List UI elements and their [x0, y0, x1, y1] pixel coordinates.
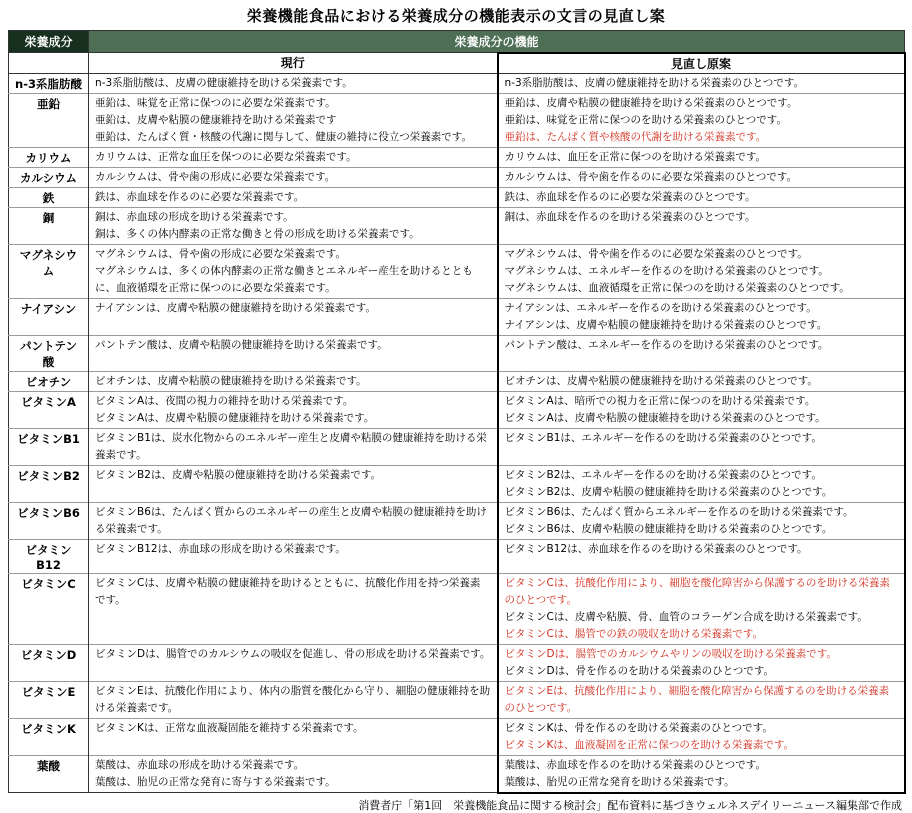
table-row [9, 244, 905, 298]
claim-sentence: n-3系脂肪酸は、皮膚の健康維持を助ける栄養素です。 [95, 76, 353, 89]
claim-sentence: 葉酸は、胎児の正常な発育を助ける栄養素です。 [504, 775, 735, 788]
current-claims-cell [89, 167, 498, 187]
page-title: 栄養機能食品における栄養成分の機能表示の文言の見直し案 [246, 7, 666, 25]
claim-sentence: ビタミンCは、皮膚や粘膜、骨、血管のコラーゲン合成を助ける栄養素です。 [504, 610, 868, 623]
sub-header-row [9, 53, 905, 74]
claim-sentence: ビタミンB2は、皮膚や粘膜の健康維持を助ける栄養素です。 [95, 468, 382, 481]
nutrient-name: ビタミンE [9, 681, 89, 718]
proposed-claims-cell [498, 391, 905, 428]
claim-sentence: ナイアシンは、皮膚や粘膜の健康維持を助ける栄養素のひとつです。 [504, 318, 828, 331]
nutrient-name: パントテン酸 [9, 335, 89, 371]
table-body [9, 73, 905, 793]
claim-sentence: 亜鉛は、たんぱく質・核酸の代謝に関与して、健康の維持に役立つ栄養素です。 [95, 130, 472, 143]
current-claims-cell [89, 93, 498, 147]
claim-sentence: ビタミンDは、骨を作るのを助ける栄養素のひとつです。 [504, 664, 775, 677]
proposed-claims-cell [498, 681, 905, 718]
claim-sentence: n-3系脂肪酸は、皮膚の健康維持を助ける栄養素のひとつです。 [504, 76, 805, 89]
nutrient-name: マグネシウム [9, 244, 89, 298]
table-row [9, 465, 905, 502]
column-header-current: 現行 [89, 53, 498, 74]
claim-sentence: 鉄は、赤血球を作るのに必要な栄養素です。 [95, 190, 305, 203]
claim-sentence-revised: ビタミンKは、血液凝固を正常に保つのを助ける栄養素です。 [504, 738, 795, 751]
claim-sentence: マグネシウムは、エネルギーを作るのを助ける栄養素のひとつです。 [504, 264, 829, 277]
nutrient-name: ビタミンA [9, 391, 89, 428]
current-claims-cell [89, 335, 498, 371]
source-attribution: 消費者庁「第1回 栄養機能食品に関する検討会」配布資料に基づきウェルネスデイリーニュース編集部で作成 [358, 798, 902, 812]
proposed-claims-cell [498, 371, 905, 391]
current-claims-cell [89, 573, 498, 644]
current-claims-cell [89, 371, 498, 391]
nutrient-name: ビタミンB12 [9, 539, 89, 573]
column-header-function: 栄養成分の機能 [89, 31, 905, 53]
table-row [9, 644, 905, 681]
current-claims-cell [89, 391, 498, 428]
current-claims-cell [89, 187, 498, 207]
proposed-claims-cell [498, 335, 905, 371]
claim-sentence: 亜鉛は、皮膚や粘膜の健康維持を助ける栄養素のひとつです。 [504, 96, 798, 109]
claim-sentence-revised: ビタミンCは、抗酸化作用により、細胞を酸化障害から保護するのを助ける栄養素のひとつです。 [504, 576, 890, 606]
table-row [9, 391, 905, 428]
claim-sentence: ビタミンAは、皮膚や粘膜の健康維持を助ける栄養素のひとつです。 [504, 411, 826, 424]
proposed-claims-cell [498, 244, 905, 298]
claim-sentence: ビタミンCは、皮膚や粘膜の健康維持を助けるとともに、抗酸化作用を持つ栄養素です。 [95, 576, 481, 606]
claim-sentence: ビオチンは、皮膚や粘膜の健康維持を助ける栄養素です。 [95, 374, 367, 387]
claim-sentence: 亜鉛は、味覚を正常に保つのに必要な栄養素です。 [95, 96, 336, 109]
claim-sentence: 葉酸は、赤血球を作るのを助ける栄養素のひとつです。 [504, 758, 766, 771]
nutrient-name: ナイアシン [9, 298, 89, 335]
claim-sentence: ビオチンは、皮膚や粘膜の健康維持を助ける栄養素のひとつです。 [504, 374, 818, 387]
table-row [9, 371, 905, 391]
claim-sentence: マグネシウムは、骨や歯の形成に必要な栄養素です。 [95, 247, 346, 260]
proposed-claims-cell [498, 93, 905, 147]
table-row [9, 573, 905, 644]
claim-sentence: ビタミンKは、骨を作るのを助ける栄養素のひとつです。 [504, 721, 773, 734]
header-row [9, 31, 905, 53]
current-claims-cell [89, 502, 498, 539]
table-row [9, 187, 905, 207]
claim-sentence: ビタミンB1は、炭水化物からのエネルギー産生と皮膚や粘膜の健康維持を助ける栄養素です。 [95, 431, 487, 461]
proposed-claims-cell [498, 207, 905, 244]
proposed-claims-cell [498, 644, 905, 681]
table-row [9, 539, 905, 573]
proposed-claims-cell [498, 147, 905, 167]
current-claims-cell [89, 644, 498, 681]
claim-sentence: ビタミンB12は、赤血球の形成を助ける栄養素です。 [95, 542, 346, 555]
current-claims-cell [89, 298, 498, 335]
claim-sentence: ナイアシンは、エネルギーを作るのを助ける栄養素のひとつです。 [504, 301, 817, 314]
claim-sentence: マグネシウムは、多くの体内酵素の正常な働きとエネルギー産生を助けるとともに、血液循環を正常に保つのに必要な栄養素です。 [95, 264, 473, 294]
current-claims-cell [89, 147, 498, 167]
table-row [9, 755, 905, 793]
claim-sentence: ビタミンEは、抗酸化作用により、体内の脂質を酸化から守り、細胞の健康維持を助ける栄養素です。 [95, 684, 491, 714]
claim-sentence: カルシウムは、骨や歯を作るのに必要な栄養素のひとつです。 [504, 170, 798, 183]
table-row [9, 207, 905, 244]
proposed-claims-cell [498, 428, 905, 465]
claim-sentence: ビタミンB1は、エネルギーを作るのを助ける栄養素のひとつです。 [504, 431, 822, 444]
nutrient-name: ビタミンC [9, 573, 89, 644]
current-claims-cell [89, 207, 498, 244]
nutrient-name: n-3系脂肪酸 [9, 73, 89, 93]
claim-sentence: 鉄は、赤血球を作るのに必要な栄養素のひとつです。 [504, 190, 756, 203]
table-row [9, 93, 905, 147]
proposed-claims-cell [498, 573, 905, 644]
table-row [9, 502, 905, 539]
column-header-proposed: 見直し原案 [498, 53, 905, 74]
claim-sentence: ビタミンDは、腸管でのカルシウムの吸収を促進し、骨の形成を助ける栄養素です。 [95, 647, 491, 660]
current-claims-cell [89, 718, 498, 755]
claim-sentence: カルシウムは、骨や歯の形成に必要な栄養素です。 [95, 170, 336, 183]
nutrient-name: カルシウム [9, 167, 89, 187]
claim-sentence: 銅は、赤血球の形成を助ける栄養素です。 [95, 210, 294, 223]
claim-sentence: マグネシウムは、骨や歯を作るのに必要な栄養素のひとつです。 [504, 247, 808, 260]
proposed-claims-cell [498, 502, 905, 539]
nutrient-name: ビタミンD [9, 644, 89, 681]
table-row [9, 335, 905, 371]
table-row [9, 428, 905, 465]
proposed-claims-cell [498, 167, 905, 187]
claim-sentence: ナイアシンは、皮膚や粘膜の健康維持を助ける栄養素です。 [95, 301, 376, 314]
claim-sentence: ビタミンKは、正常な血液凝固能を維持する栄養素です。 [95, 721, 364, 734]
claim-sentence: 銅は、赤血球を作るのを助ける栄養素のひとつです。 [504, 210, 756, 223]
current-claims-cell [89, 681, 498, 718]
claim-sentence: 亜鉛は、皮膚や粘膜の健康維持を助ける栄養素です [95, 113, 337, 126]
current-claims-cell [89, 244, 498, 298]
nutrient-name: 鉄 [9, 187, 89, 207]
table-row [9, 718, 905, 755]
nutrient-name: 亜鉛 [9, 93, 89, 147]
table-row [9, 298, 905, 335]
nutrient-name: ビタミンB2 [9, 465, 89, 502]
current-claims-cell [89, 428, 498, 465]
claim-sentence: ビタミンAは、皮膚や粘膜の健康維持を助ける栄養素です。 [95, 411, 375, 424]
proposed-claims-cell [498, 755, 905, 793]
claim-sentence: 葉酸は、胎児の正常な発育に寄与する栄養素です。 [95, 775, 336, 788]
proposed-claims-cell [498, 73, 905, 93]
claim-sentence: 銅は、多くの体内酵素の正常な働きと骨の形成を助ける栄養素です。 [95, 227, 420, 240]
claim-sentence-revised: ビタミンEは、抗酸化作用により、細胞を酸化障害から保護するのを助ける栄養素のひとつです。 [504, 684, 890, 714]
current-claims-cell [89, 539, 498, 573]
sub-header-empty [9, 53, 89, 74]
nutrient-name: ビオチン [9, 371, 89, 391]
claim-sentence: 葉酸は、赤血球の形成を助ける栄養素です。 [95, 758, 305, 771]
claim-sentence: ビタミンB6は、たんぱく質からエネルギーを作るのを助ける栄養素です。 [504, 505, 854, 518]
claim-sentence-revised: ビタミンCは、腸管での鉄の吸収を助ける栄養素です。 [504, 627, 763, 640]
claim-sentence: ビタミンB2は、皮膚や粘膜の健康維持を助ける栄養素のひとつです。 [504, 485, 833, 498]
claim-sentence: ビタミンB12は、赤血球を作るのを助ける栄養素のひとつです。 [504, 542, 808, 555]
proposed-claims-cell [498, 187, 905, 207]
claim-sentence: カリウムは、血圧を正常に保つのを助ける栄養素です。 [504, 150, 767, 163]
nutrient-name: ビタミンB6 [9, 502, 89, 539]
claim-sentence: パントテン酸は、エネルギーを作るのを助ける栄養素のひとつです。 [504, 338, 829, 351]
current-claims-cell [89, 73, 498, 93]
proposed-claims-cell [498, 718, 905, 755]
claim-sentence: ビタミンAは、暗所での視力を正常に保つのを助ける栄養素です。 [504, 394, 816, 407]
nutrient-name: 銅 [9, 207, 89, 244]
column-header-nutrient: 栄養成分 [9, 31, 89, 53]
claim-sentence: ビタミンB6は、皮膚や粘膜の健康維持を助ける栄養素のひとつです。 [504, 522, 833, 535]
nutrient-name: ビタミンB1 [9, 428, 89, 465]
claim-sentence: マグネシウムは、血液循環を正常に保つのを助ける栄養素のひとつです。 [504, 281, 850, 294]
current-claims-cell [89, 465, 498, 502]
table-row [9, 73, 905, 93]
claim-sentence: パントテン酸は、皮膚や粘膜の健康維持を助ける栄養素です。 [95, 338, 388, 351]
table-row [9, 147, 905, 167]
table-row [9, 167, 905, 187]
claim-sentence: カリウムは、正常な血圧を保つのに必要な栄養素です。 [95, 150, 357, 163]
claim-sentence-revised: 亜鉛は、たんぱく質や核酸の代謝を助ける栄養素です。 [504, 130, 767, 143]
nutrient-name: ビタミンK [9, 718, 89, 755]
nutrient-name: カリウム [9, 147, 89, 167]
current-claims-cell [89, 755, 498, 793]
claim-sentence-revised: ビタミンDは、腸管でのカルシウムやリンの吸収を助ける栄養素です。 [504, 647, 837, 660]
proposed-claims-cell [498, 298, 905, 335]
claim-sentence: ビタミンB6は、たんぱく質からのエネルギーの産生と皮膚や粘膜の健康維持を助ける栄養素です。 [95, 505, 487, 535]
claim-sentence: ビタミンAは、夜間の視力の維持を助ける栄養素です。 [95, 394, 354, 407]
proposed-claims-cell [498, 465, 905, 502]
nutrient-claims-table [8, 30, 906, 794]
table-row [9, 681, 905, 718]
proposed-claims-cell [498, 539, 905, 573]
nutrient-name: 葉酸 [9, 755, 89, 793]
claim-sentence: ビタミンB2は、エネルギーを作るのを助ける栄養素のひとつです。 [504, 468, 822, 481]
claim-sentence: 亜鉛は、味覚を正常に保つのを助ける栄養素のひとつです。 [504, 113, 787, 126]
